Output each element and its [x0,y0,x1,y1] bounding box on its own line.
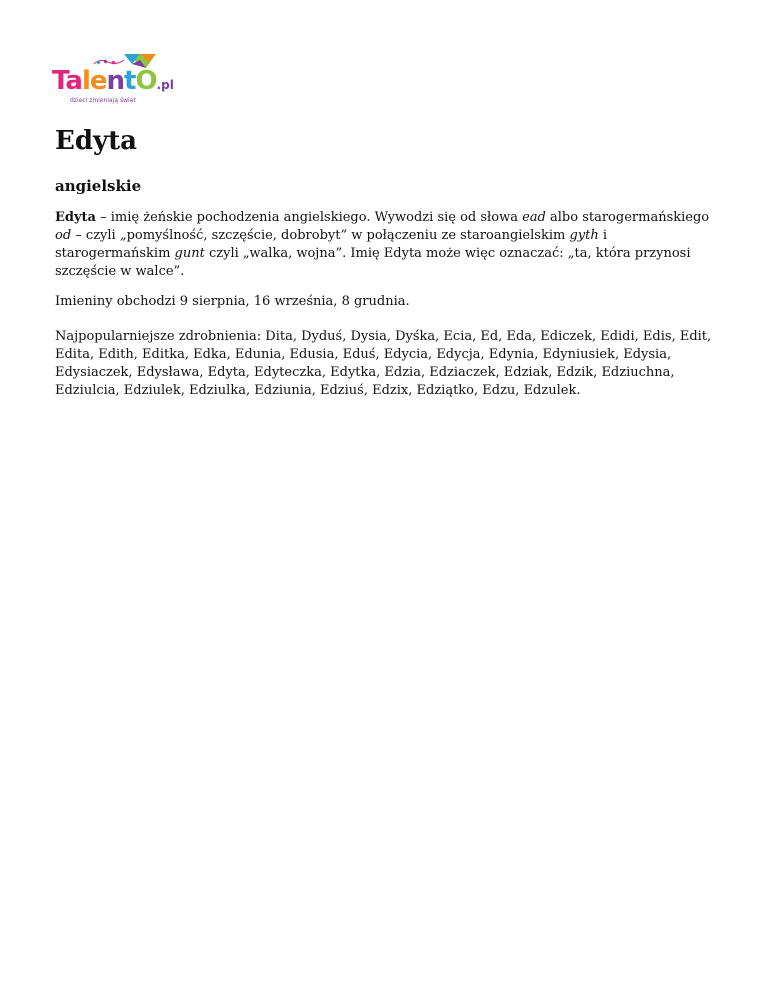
logo-wordmark [52,66,174,100]
talento-logo [52,52,174,110]
etymology-word: od [55,228,72,243]
page-title: Edyta [55,126,137,156]
page-subtitle: angielskie [55,177,142,195]
etymology-word: gyth [569,228,599,243]
logo-word-part: Ta [52,66,82,96]
logo-tld: .pl [156,78,174,92]
etymology-word: gunt [174,246,205,261]
logo-word-part: t [124,66,136,96]
description-text: albo starogermańskiego [545,210,710,225]
logo-word-part: O [135,66,157,96]
name-days-paragraph: Imieniny obchodzi 9 sierpnia, 16 września, 8 grudnia. [55,294,410,309]
logo-word-part: n [106,66,124,96]
etymology-word: ead [522,210,546,225]
description-paragraph [55,209,715,281]
name-highlight: Edyta [55,210,96,225]
description-text: – imię żeńskie pochodzenia angielskiego. Wywodzi się od słowa [95,210,523,225]
description-text: – czyli „pomyślność, szczęście, dobrobyt” w połączeniu ze staroangielskim [71,228,570,243]
description-text: czyli „walka, wojna”. Imię Edyta może więc oznaczać: „ta, która przynosi szczęście w walce”. [55,246,691,279]
diminutives-paragraph: Najpopularniejsze zdrobnienia: Dita, Dyduś, Dysia, Dyśka, Ecia, Ed, Eda, Ediczek, Edidi, Edis, Edit, Edita, Edith, Editka, Edka, Edunia, Edusia, Eduś, Edycia, Edycja, Edynia, Edyniusiek, Edysia, Edysiaczek, Edysława, Edyta, Edyteczka, Edytka, Edzia, Edziaczek, Edziak, Edzik, Edziuchna, Edziulcia, Edziulek, Edziulka, Edziunia, Edziuś, Edzix, Edziątko, Edzu, Edzulek. [55,329,712,398]
description-text: i starogermańskim [55,228,608,261]
logo-tagline: dzieci zmieniają świat [70,97,136,104]
logo-word-part: le [81,66,107,96]
